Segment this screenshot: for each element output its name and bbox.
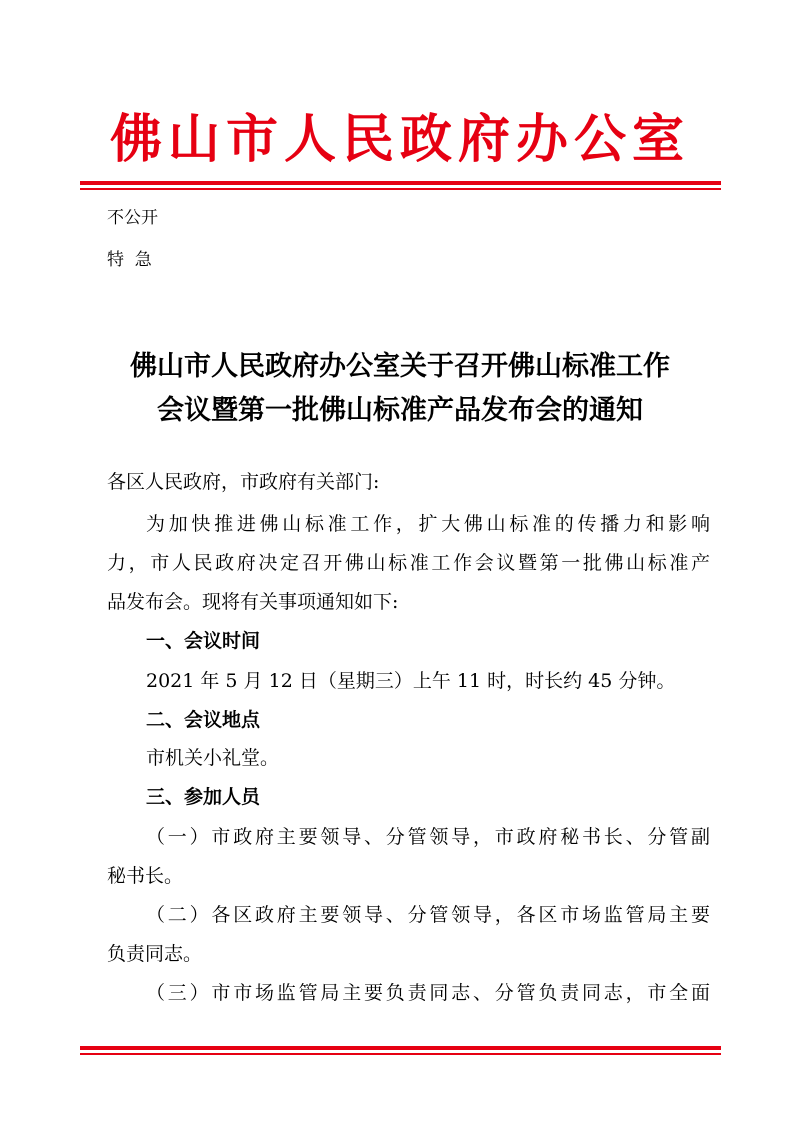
section-heading-location: 二、会议地点 (146, 709, 261, 731)
attendee-item-1-line-2: 秘书长。 (107, 865, 184, 887)
section-heading-attendees: 三、参加人员 (146, 786, 261, 808)
intro-line-3: 品发布会。现将有关事项通知如下: (107, 591, 399, 613)
header-divider (80, 181, 721, 190)
footer-divider (80, 1046, 721, 1055)
meeting-location: 市机关小礼堂。 (146, 747, 280, 769)
issuer-name: 佛山市人民政府办公室 (109, 109, 690, 170)
attendee-item-1-line-1: （一）市政府主要领导、分管领导，市政府秘书长、分管副 (146, 826, 710, 848)
disclosure-label: 不公开 (107, 208, 158, 228)
recipients: 各区人民政府，市政府有关部门: (107, 471, 380, 493)
document-title-line-1: 佛山市人民政府办公室关于召开佛山标准工作 (130, 351, 670, 382)
urgency-label: 特 急 (107, 250, 152, 270)
meeting-time: 2021 年 5 月 12 日（星期三）上午 11 时，时长约 45 分钟。 (146, 670, 676, 692)
intro-line-1: 为加快推进佛山标准工作，扩大佛山标准的传播力和影响 (146, 513, 710, 535)
document-title-line-2: 会议暨第一批佛山标准产品发布会的通知 (157, 395, 643, 426)
attendee-item-2-line-1: （二）各区政府主要领导、分管领导，各区市场监管局主要 (146, 904, 710, 926)
intro-line-2: 力，市人民政府决定召开佛山标准工作会议暨第一批佛山标准产 (107, 552, 710, 574)
attendee-item-2-line-2: 负责同志。 (107, 943, 203, 965)
section-heading-time: 一、会议时间 (146, 630, 261, 652)
attendee-item-3-line-1: （三）市市场监管局主要负责同志、分管负责同志，市全面 (146, 982, 710, 1004)
